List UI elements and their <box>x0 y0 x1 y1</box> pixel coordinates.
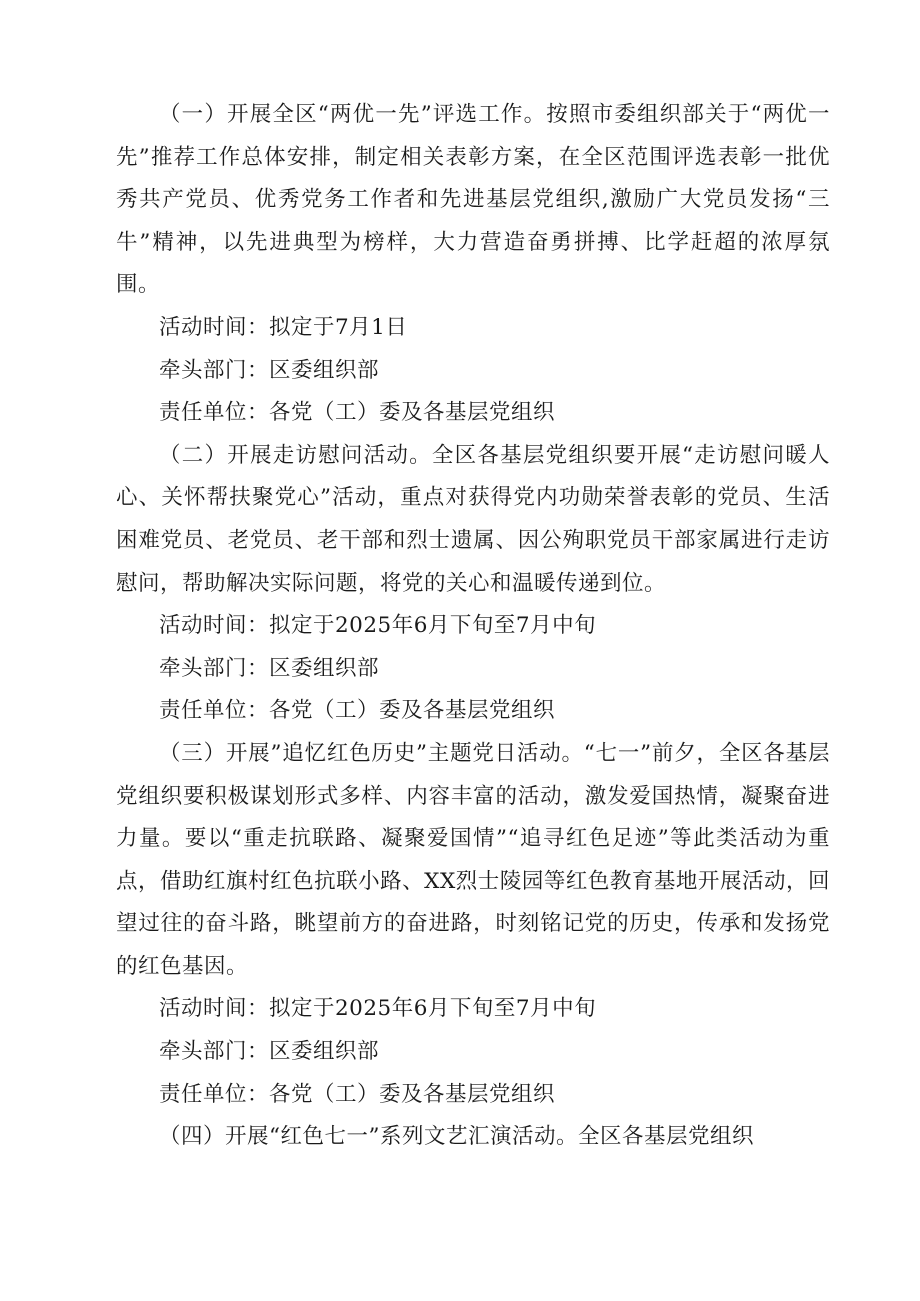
section-1-body: （一）开展全区“两优一先”评选工作。按照市委组织部关于“两优一先”推荐工作总体安排，制定相关表彰方案，在全区范围评选表彰一批优秀共产党员、优秀党务工作者和先进基层党组织,激励广大党员发扬“三牛”精神，以先进典型为榜样，大力营造奋勇拼搏、比学赶超的浓厚氛围。 <box>116 102 830 298</box>
section-1-activity-time: 活动时间：拟定于7月1日 <box>159 314 408 340</box>
section-3-activity-time: 活动时间：拟定于2025年6月下旬至7月中旬 <box>159 996 597 1022</box>
section-3-responsible-units: 责任单位：各党（工）委及各基层党组织 <box>159 1081 556 1107</box>
section-2-lead-department: 牵头部门：区委组织部 <box>159 655 380 681</box>
section-2-activity-time: 活动时间：拟定于2025年6月下旬至7月中旬 <box>159 613 597 639</box>
section-4-body: （四）开展“红色七一”系列文艺汇演活动。全区各基层党组织 <box>159 1124 754 1150</box>
section-3-lead-department: 牵头部门：区委组织部 <box>159 1039 380 1065</box>
section-3-body: （三）开展”追忆红色历史”主题党日活动。“七一”前夕，全区各基层党组织要积极谋划形式多样、内容丰富的活动，激发爱国热情，凝聚奋进力量。要以“重走抗联路、凝聚爱国情”“追寻红色足迹”等此类活动为重点，借助红旗村红色抗联小路、XX烈士陵园等红色教育基地开展活动，回望过往的奋斗路，眺望前方的奋进路，时刻铭记党的历史，传承和发扬党的红色基因。 <box>116 740 830 979</box>
section-1-lead-department: 牵头部门：区委组织部 <box>159 357 380 383</box>
section-1-responsible-units: 责任单位：各党（工）委及各基层党组织 <box>159 400 556 426</box>
document-page <box>116 94 830 1159</box>
section-2-body: （二）开展走访慰问活动。全区各基层党组织要开展“走访慰问暖人心、关怀帮扶聚党心”活动，重点对获得党内功勋荣誉表彰的党员、生活困难党员、老党员、老干部和烈士遗属、因公殉职党员干部家属进行走访慰问，帮助解决实际问题，将党的关心和温暖传递到位。 <box>116 442 830 596</box>
section-2-responsible-units: 责任单位：各党（工）委及各基层党组织 <box>159 698 556 724</box>
